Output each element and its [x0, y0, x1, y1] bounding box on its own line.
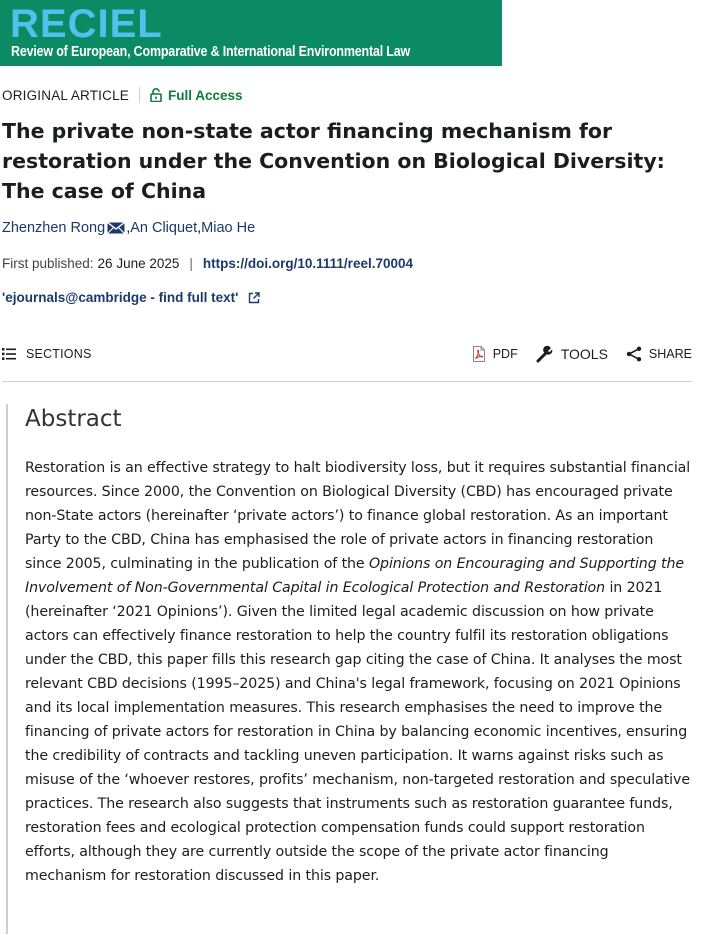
abstract-section — [6, 404, 698, 934]
divider — [2, 381, 692, 382]
author-separator: , — [126, 220, 131, 236]
separator: | — [189, 256, 193, 271]
publication-info — [2, 256, 413, 271]
abstract-text-part: in 2021 (hereinafter ‘2021 Opinions’). Given the limited legal academic discussion on how private actors can effectively finance restoration to help the country fulfil its restoration obligations under the CBD, this paper fills this research gap citing the case of China. It analyses the most relevant CBD decisions (1995–2025) and China's legal framework, focusing on 2021 Opinions and its local implementation measures. This research emphasises the need to improve the financing of private actors for restoration in China by balancing economic incentives, ensuring the credibility of contracts and tackling uneven participation. It warns against risks such as misuse of the ‘whoever restores, profits’ mechanism, non-targeted restoration and speculative practices. The research also suggests that instruments such as restoration guarantee funds, restoration fees and ecological protection compensation funds could support restoration efforts, although they are currently outside the scope of the private actor financing mechanism for restoration discussed in this paper. — [25, 580, 690, 884]
share-label: SHARE — [648, 347, 692, 361]
find-full-text-link[interactable] — [2, 290, 260, 305]
author-separator: , — [197, 220, 202, 236]
tools-label: TOOLS — [560, 346, 608, 362]
tools-button[interactable] — [536, 345, 608, 363]
journal-subtitle: Review of European, Comparative & International Environmental Law — [11, 44, 411, 60]
pdf-button[interactable] — [472, 346, 518, 362]
access-label: Full Access — [168, 87, 243, 103]
article-type: ORIGINAL ARTICLE — [2, 87, 129, 103]
journal-name: RECIEL — [10, 2, 163, 46]
first-published-label: First published: — [2, 256, 94, 271]
article-toolbar — [2, 340, 692, 368]
pdf-icon — [472, 346, 486, 362]
divider — [139, 87, 140, 103]
article-title: The private non-state actor financing mechanism for restoration under the Convention on Biological Diversity: The case of China — [2, 119, 665, 203]
doi-link[interactable]: https://doi.org/10.1111/reel.70004 — [202, 256, 413, 271]
abstract-text-part: Restoration is an effective strategy to halt biodiversity loss, but it requires substantial financial resources. Since 2000, the Convention on Biological Diversity (CBD) has encouraged private non-State actors (hereinafter ‘private actors’) to finance global restoration. As an important Party to the CBD, China has emphasised the role of private actors in financing restoration since 2005, culminating in the publication of the — [25, 460, 691, 572]
share-icon — [626, 346, 642, 362]
pdf-label: PDF — [492, 347, 518, 361]
author-link[interactable]: Zhenzhen Rong — [2, 220, 106, 236]
toolbar-actions — [454, 345, 692, 363]
author-link[interactable]: Miao He — [201, 220, 256, 236]
author-list — [2, 220, 255, 236]
share-button[interactable] — [626, 346, 692, 362]
sections-label: SECTIONS — [26, 347, 92, 361]
access-badge — [150, 88, 243, 103]
sections-button[interactable] — [2, 347, 92, 361]
list-icon — [2, 348, 16, 360]
abstract-italic-title: Opinions on Encouraging and Supporting the Involvement of Non-Governmental Capital in Ecological Protection and Restoration — [25, 556, 685, 596]
article-meta-row — [2, 86, 243, 104]
find-full-text-label: 'ejournals@cambridge - find full text' — [2, 290, 239, 305]
wrench-icon — [536, 345, 554, 363]
lock-open-icon — [150, 88, 162, 102]
journal-banner[interactable] — [0, 0, 502, 66]
envelope-icon[interactable] — [107, 222, 125, 234]
abstract-heading: Abstract — [25, 406, 122, 432]
first-published-date: 26 June 2025 — [97, 256, 180, 271]
external-link-icon — [248, 292, 260, 304]
abstract-text — [25, 456, 693, 888]
author-link[interactable]: An Cliquet — [130, 220, 198, 236]
